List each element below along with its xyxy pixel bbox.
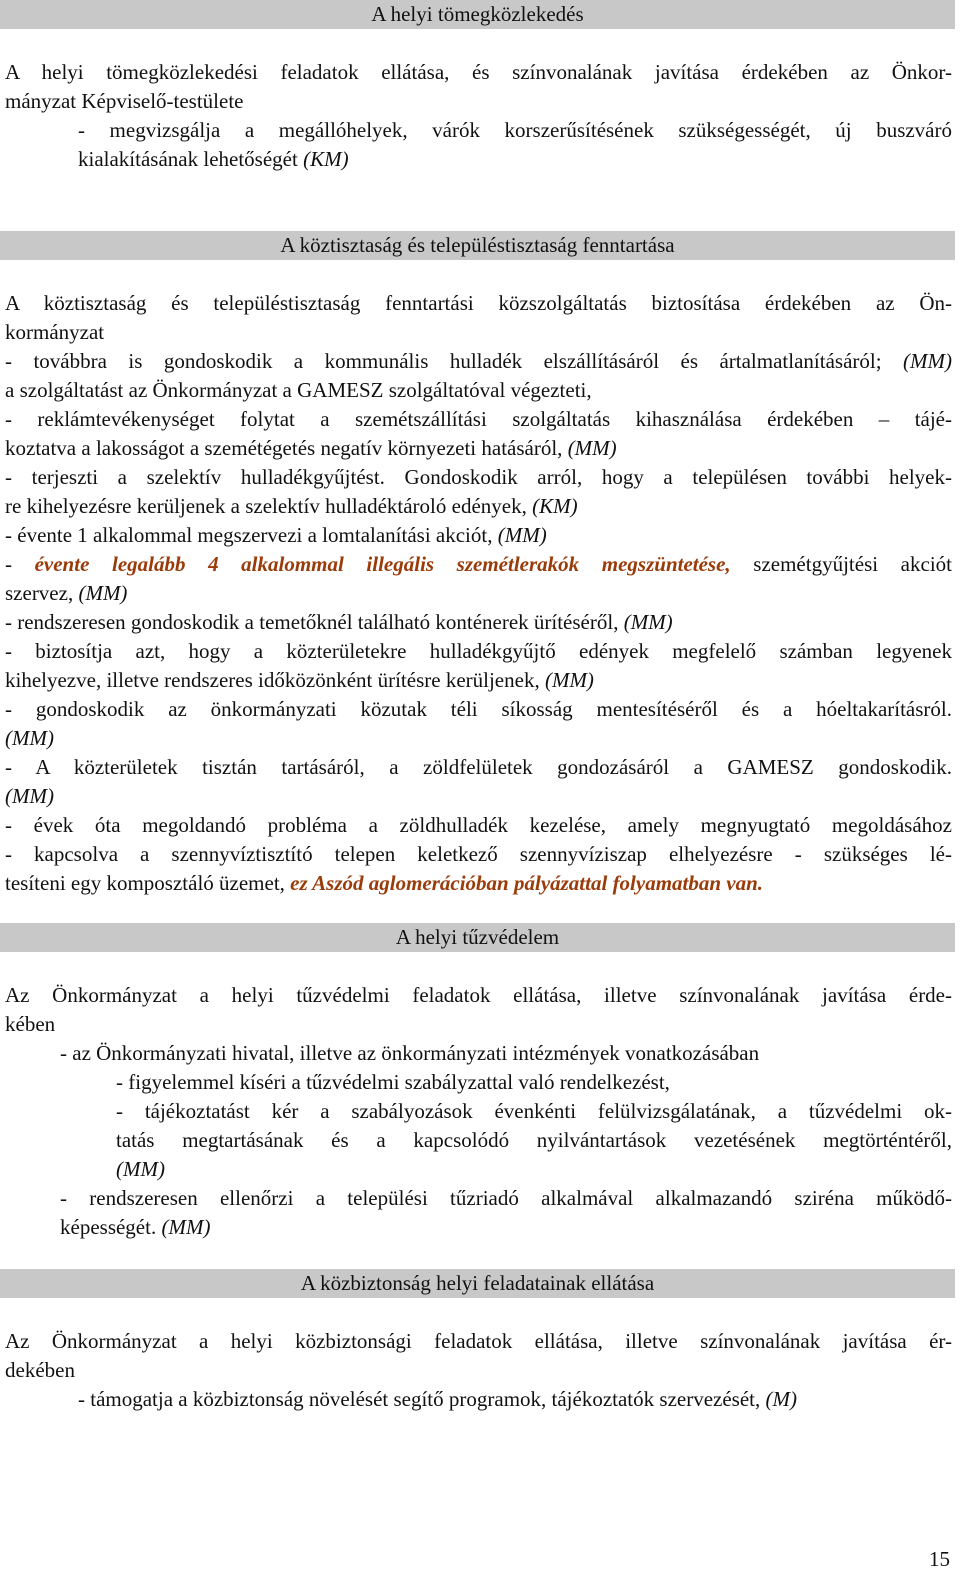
section-heading-transport: A helyi tömegközlekedés bbox=[0, 0, 955, 29]
text-line: Az Önkormányzat a helyi tűzvédelmi feladatok ellátása, illetve színvonalának javítása érde- bbox=[5, 983, 952, 1007]
text-line: - A közterületek tisztán tartásáról, a zöldfelületek gondozásáról a GAMESZ gondoskodik. bbox=[5, 755, 952, 779]
text-line: - az Önkormányzati hivatal, illetve az önkormányzati intézmények vonatkozásában bbox=[60, 1041, 760, 1065]
text-line: (MM) bbox=[116, 1157, 165, 1181]
text-line: - rendszeresen ellenőrzi a települési tűzriadó alkalmával alkalmazandó sziréna működő- bbox=[60, 1186, 952, 1210]
section-heading-fire-protection: A helyi tűzvédelem bbox=[0, 923, 955, 952]
highlighted-text: évente legalább 4 alkalommal illegális szemétlerakók megszüntetése, bbox=[34, 552, 731, 576]
text-line: (MM) bbox=[5, 784, 54, 808]
text-line: - évente 1 alkalommal megszervezi a lomtalanítási akciót, (MM) bbox=[5, 523, 547, 547]
text-line: - évente legalább 4 alkalommal illegális szemétlerakók megszüntetése, szemétgyűjtési akciót bbox=[5, 552, 952, 576]
highlighted-text: ez Aszód aglomerációban pályázattal folyamatban van. bbox=[290, 871, 764, 895]
text-line: - gondoskodik az önkormányzati közutak téli síkosság mentesítéséről és a hóeltakarításról. bbox=[5, 697, 952, 721]
text-line: tesíteni egy komposztáló üzemet, ez Aszód aglomerációban pályázattal folyamatban van. bbox=[5, 871, 764, 895]
text-line: - kapcsolva a szennyvíztisztító telepen keletkező szennyvíziszap elhelyezésre - szükséges lé- bbox=[5, 842, 952, 866]
text-line: koztatva a lakosságot a szemétégetés negatív környezeti hatásáról, (MM) bbox=[5, 436, 617, 460]
text-line: kialakításának lehetőségét (KM) bbox=[78, 147, 349, 171]
text-line: - rendszeresen gondoskodik a temetőknél található konténerek ürítéséről, (MM) bbox=[5, 610, 673, 634]
section-heading-public-safety: A közbiztonság helyi feladatainak ellátása bbox=[0, 1269, 955, 1298]
section-body-cleanliness bbox=[5, 289, 952, 898]
text-line: - terjeszti a szelektív hulladékgyűjtést. Gondoskodik arról, hogy a településen további helyek- bbox=[5, 465, 952, 489]
text-line: kihelyezve, illetve rendszeres időközönként ürítésre kerüljenek, (MM) bbox=[5, 668, 594, 692]
section-body-transport bbox=[5, 58, 952, 174]
section-heading-cleanliness: A köztisztaság és településtisztaság fenntartása bbox=[0, 231, 955, 260]
page-number: 15 bbox=[929, 1547, 950, 1571]
text-line: tatás megtartásának és a kapcsolódó nyilvántartások vezetésének megtörténtéről, bbox=[116, 1128, 952, 1152]
text-line: re kihelyezésre kerüljenek a szelektív hulladéktároló edények, (KM) bbox=[5, 494, 578, 518]
text-line: - tájékoztatást kér a szabályozások évenkénti felülvizsgálatának, a tűzvédelmi ok- bbox=[116, 1099, 952, 1123]
text-line: dekében bbox=[5, 1358, 75, 1382]
text-line: kormányzat bbox=[5, 320, 105, 344]
text-line: mányzat Képviselő-testülete bbox=[5, 89, 244, 113]
text-line: - biztosítja azt, hogy a közterületekre hulladékgyűjtő edények megfelelő számban legyenek bbox=[5, 639, 952, 663]
text-line: kében bbox=[5, 1012, 56, 1036]
text-line: A helyi tömegközlekedési feladatok ellátása, és színvonalának javítása érdekében az Önkor- bbox=[5, 60, 952, 84]
text-line: Az Önkormányzat a helyi közbiztonsági feladatok ellátása, illetve színvonalának javítása ér- bbox=[5, 1329, 952, 1353]
text-line: a szolgáltatást az Önkormányzat a GAMESZ szolgáltatóval végezteti, bbox=[5, 378, 592, 402]
text-line: A köztisztaság és településtisztaság fenntartási közszolgáltatás biztosítása érdekében az Ön- bbox=[5, 291, 952, 315]
text-line: szervez, (MM) bbox=[5, 581, 128, 605]
text-line: képességét. (MM) bbox=[60, 1215, 211, 1239]
text-line: (MM) bbox=[5, 726, 54, 750]
text-line: - reklámtevékenységet folytat a szemétszállítási szolgáltatás kihasználása érdekében – tájé- bbox=[5, 407, 952, 431]
text-line: - továbbra is gondoskodik a kommunális hulladék elszállításáról és ártalmatlanításáról; (MM) bbox=[5, 349, 952, 373]
text-line: - évek óta megoldandó probléma a zöldhulladék kezelése, amely megnyugtató megoldásához bbox=[5, 813, 952, 837]
text-line: - támogatja a közbiztonság növelését segítő programok, tájékoztatók szervezését, (M) bbox=[78, 1387, 797, 1411]
section-body-public-safety bbox=[5, 1327, 952, 1414]
text-line: - megvizsgálja a megállóhelyek, várók korszerűsítésének szükségességét, új buszváró bbox=[78, 118, 952, 142]
text-line: - figyelemmel kíséri a tűzvédelmi szabályzattal való rendelkezést, bbox=[116, 1070, 670, 1094]
section-body-fire-protection bbox=[5, 981, 952, 1242]
